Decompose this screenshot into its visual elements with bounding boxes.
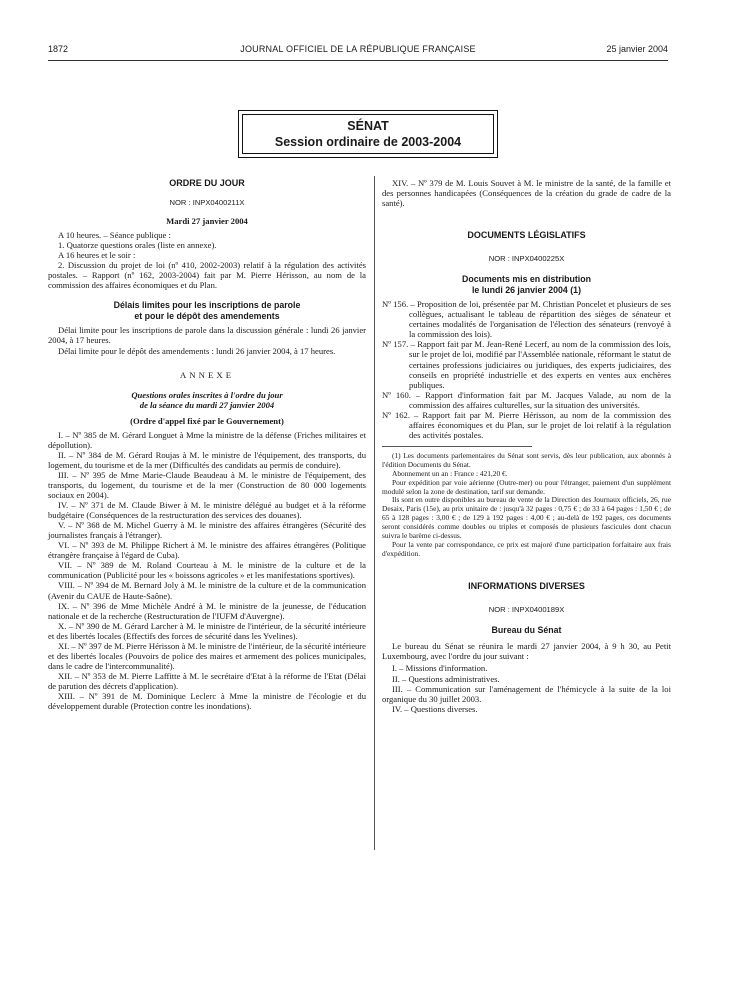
documents-sub-heading-1: Documents mis en distribution (461, 274, 592, 285)
delais-p2: Délai limite pour le dépôt des amendements : lundi 26 janvier 2004, à 17 heures. (58, 345, 336, 356)
delais-heading-2: et pour le dépôt des amendements (134, 310, 280, 321)
bureau-intro: Le bureau du Sénat se réunira le mardi 27 janvier 2004, à 9 h 30, au Petit Luxembourg, avec l'ordre du jour suivant : (382, 641, 671, 662)
question-item: XII. – Nº 353 de M. Pierre Laffitte à M. le secrétaire d'Etat à la réforme de l'Etat (Délai de parution des décrets d'application). (48, 670, 366, 691)
question-item: VI. – Nº 393 de M. Philippe Richert à M. le ministre des affaires étrangères (Politique étrangère française à l'égard de Cuba). (48, 540, 366, 561)
question-item: XIV. – Nº 379 de M. Louis Souvet à M. le ministre de la santé, de la famille et des personnes handicapées (Conséquences de la création du grade de cadre de la santé). (382, 178, 671, 209)
agenda-p3: A 16 heures et le soir : (58, 250, 136, 261)
bureau-item: I. – Missions d'information. (392, 663, 488, 674)
agenda-p2: 1. Quatorze questions orales (liste en annexe). (58, 240, 217, 251)
document-item: Nº 162. – Rapport fait par M. Pierre Hérisson, au nom de la commission des affaires économiques et du Plan, sur le projet de loi relatif à la régulation des activités postales. (382, 409, 671, 440)
question-item: V. – Nº 368 de M. Michel Guerry à M. le ministre des affaires étrangères (Sécurité des journalistes français à l'étranger). (48, 520, 366, 541)
right-column (382, 178, 671, 714)
question-item: XIII. – Nº 391 de M. Dominique Leclerc à Mme la ministre de l'écologie et du développement durable (Protection contre les inondations). (48, 690, 366, 712)
question-item: I. – Nº 385 de M. Gérard Longuet à Mme la ministre de la défense (Friches militaires et dépollution). (48, 429, 366, 450)
title-box (238, 110, 498, 158)
footnote: Ils sont en outre disponibles au bureau de vente de la Direction des Journaux officiels, 26, rue Desaix, Paris (15e), au prix unitaire de : jusqu'à 32 pages : 0,75 € ; de 33 à 64 pages : 1,50 € ; de 65 à 128 pages : 3,00 € ; de 129 à 192 pages : 4,00 € ; au-delà de 192 pages, ces documents seront considérés comme doubles ou triples et composés de plusieurs fascicules dont chacun suivra le barème ci-dessus. (382, 495, 671, 541)
agenda-p1: A 10 heures. – Séance publique : (58, 230, 171, 241)
left-column (48, 178, 366, 711)
document-item: Nº 157. – Rapport fait par M. Jean-René Lecerf, au nom de la commission des lois, sur le projet de loi, modifié par l'Assemblée nationale, réformant le statut de certaines professions judiciaires ou juridiques, des experts judiciaires, des conseils en propriété industrielle et des experts en ventes aux enchères publiques. (382, 339, 671, 390)
question-item: XI. – Nº 397 de M. Pierre Hérisson à M. le ministre de l'intérieur, de la sécurité intérieure et des libertés locales (Pouvoirs de police des maires et armement des polices municipales, dans le cadre de l'intercommunalité). (48, 640, 366, 671)
footnote: Pour la vente par correspondance, ce prix est majoré d'une participation forfaitaire aux frais d'expédition. (382, 539, 671, 558)
page-header (48, 44, 668, 58)
annexe-heading: ANNEXE (179, 369, 235, 380)
questions-heading-2: de la séance du mardi 27 janvier 2004 (139, 399, 275, 410)
documents-sub-heading-2: le lundi 26 janvier 2004 (1) (471, 284, 582, 295)
delais-p1: Délai limite pour les inscriptions de parole dans la discussion générale : lundi 26 janvier 2004, à 17 heures. (48, 325, 366, 346)
ordre-appel: (Ordre d'appel fixé par le Gouvernement) (130, 415, 284, 426)
page-number: 1872 (48, 44, 69, 54)
issue-date: 25 janvier 2004 (606, 44, 668, 54)
documents-nor: NOR : INPX0400225X (488, 254, 565, 264)
header-rule (48, 60, 668, 61)
bureau-item: IV. – Questions diverses. (392, 703, 478, 714)
question-item: II. – Nº 384 de M. Gérard Roujas à M. le ministre de l'équipement, des transports, du logement, du tourisme et de la mer (Difficultés des candidats au permis de conduire). (48, 449, 366, 470)
agenda-p4: 2. Discussion du projet de loi (nº 410, 2002-2003) relatif à la régulation des activités postales. – Rapport (nº 162, 2003-2004) fait par M. Pierre Hérisson, au nom de la commission des affaires économiques et du Plan. (48, 260, 366, 291)
question-item: X. – Nº 390 de M. Gérard Larcher à M. le ministre de l'intérieur, de la sécurité intérieure et des libertés locales (Effectifs des forces de sécurité dans les Yvelines). (48, 620, 366, 641)
questions-heading-1: Questions orales inscrites à l'ordre du jour (131, 389, 283, 400)
footnote: (1) Les documents parlementaires du Sénat sont servis, dès leur publication, aux abonnés à l'édition Documents du Sénat. (382, 450, 671, 469)
title-senat: SÉNAT (347, 119, 389, 133)
bureau-item: III. – Communication sur l'aménagement de l'hémicycle à la suite de la loi organique du 30 juillet 2003. (382, 683, 671, 704)
bureau-item: II. – Questions administratives. (392, 673, 500, 684)
column-divider (374, 176, 375, 850)
delais-heading-1: Délais limites pour les inscriptions de parole (113, 300, 301, 311)
footnote: Abonnement un an : France : 421,20 €. (392, 468, 508, 478)
seance-date: Mardi 27 janvier 2004 (166, 216, 248, 227)
question-item: IX. – Nº 396 de Mme Michèle André à M. le ministre de la jeunesse, de l'éducation nationale et de la recherche (Restructuration de l'IUFM d'Auvergne). (48, 600, 366, 621)
journal-title: JOURNAL OFFICIEL DE LA RÉPUBLIQUE FRANÇAISE (240, 44, 476, 54)
footnote: Pour expédition par voie aérienne (Outre-mer) ou pour l'étranger, paiement d'un supplément modulé selon la zone de destination, tarif sur demande. (382, 477, 671, 496)
document-item: Nº 156. – Proposition de loi, présentée par M. Christian Poncelet et plusieurs de ses collègues, actualisant le tableau de répartition des sièges de sénateur et certaines modalités de l'organisation de l'élection des sénateurs (renvoyé à la commission des lois). (382, 299, 671, 340)
document-item: Nº 160. – Rapport d'information fait par M. Jacques Valade, au nom de la commission des affaires culturelles, sur la situation des universités. (382, 389, 671, 410)
bureau-heading: Bureau du Sénat (491, 624, 562, 635)
question-item: VII. – Nº 389 de M. Roland Courteau à M. le ministre de la culture et de la communication (Publicité pour les « boissons agricoles » et les manifestations sportives). (48, 560, 366, 581)
ordre-du-jour-nor: NOR : INPX0400211X (169, 198, 245, 208)
title-session: Session ordinaire de 2003-2004 (274, 135, 462, 149)
question-item: III. – Nº 395 de Mme Marie-Claude Beaudeau à M. le ministre de l'équipement, des transports, du logement, du tourisme et de la mer (Construction de 80 000 logements sociaux en 2004). (48, 469, 366, 501)
documents-heading: DOCUMENTS LÉGISLATIFS (467, 230, 586, 241)
informations-nor: NOR : INPX0400189X (488, 604, 565, 614)
informations-heading: INFORMATIONS DIVERSES (468, 580, 585, 591)
footnote-rule (382, 446, 532, 447)
question-item: VIII. – Nº 394 de M. Bernard Joly à M. le ministre de la culture et de la communication (Avenir du CAUE de Haute-Saône). (48, 580, 366, 601)
question-item: IV. – Nº 371 de M. Claude Biwer à M. le ministre délégué au budget et à la réforme budgétaire (Conséquences de la restructuration des services des douanes). (48, 500, 366, 521)
ordre-du-jour-heading: ORDRE DU JOUR (169, 178, 245, 188)
